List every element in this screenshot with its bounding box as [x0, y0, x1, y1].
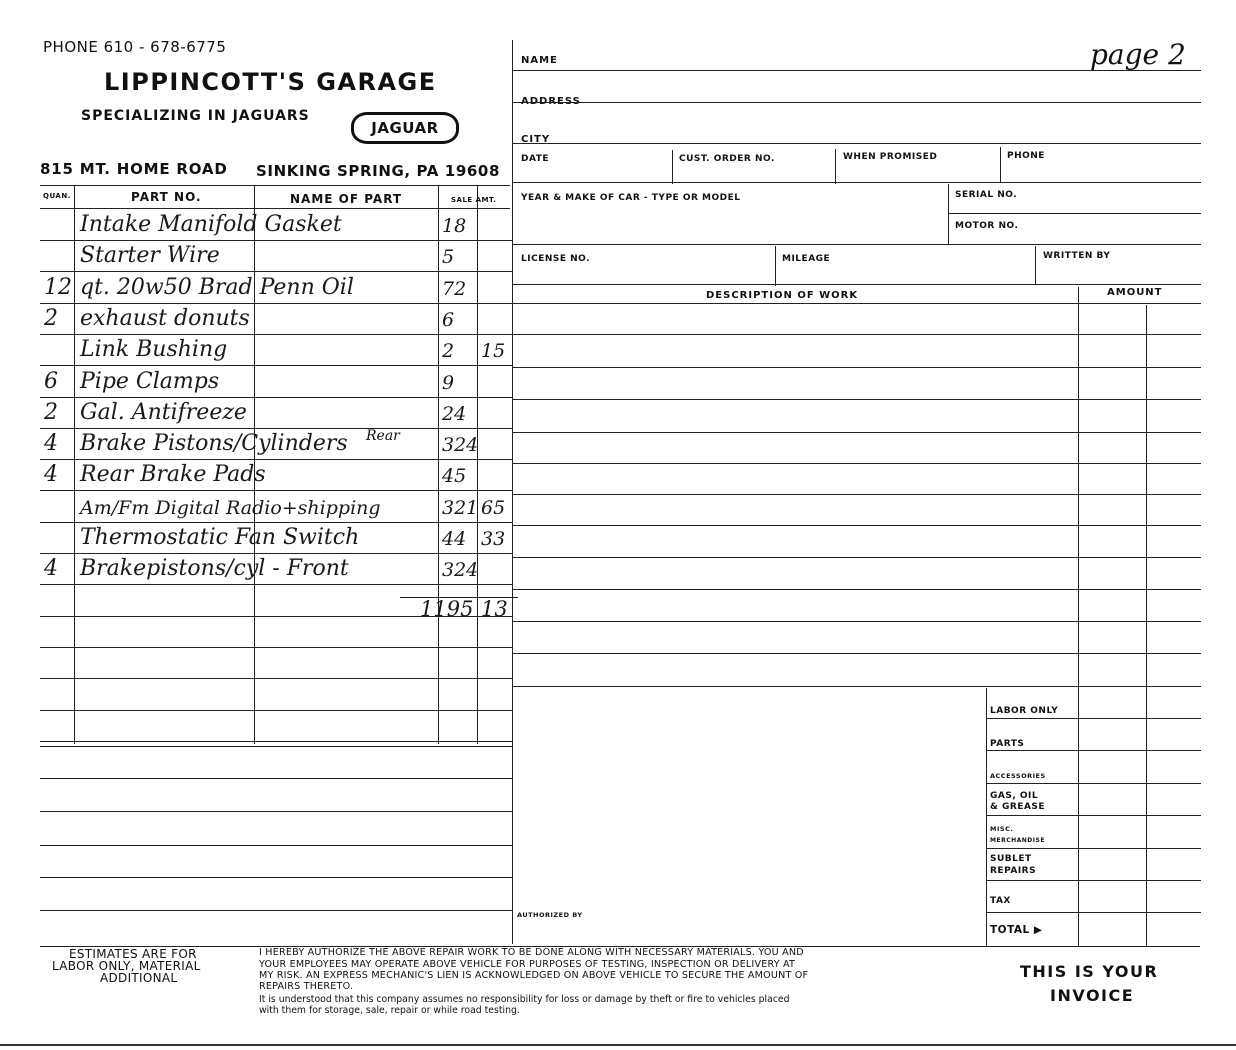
- description-row-line: [986, 912, 1201, 913]
- part-description: Rear Brake Pads: [80, 462, 266, 487]
- label-sublet-2: REPAIRS: [990, 866, 1037, 876]
- jaguar-logo: [351, 112, 459, 144]
- label-license-no: LICENSE NO.: [521, 254, 591, 264]
- label-gas-oil-1: GAS, OIL: [990, 791, 1039, 801]
- parts-col-divider-1: [74, 186, 75, 744]
- label-city: CITY: [521, 134, 551, 145]
- part-amount-cents: 65: [481, 497, 506, 519]
- serial-divider: [948, 184, 949, 244]
- parts-row-line: [40, 334, 512, 335]
- description-row-line: [986, 815, 1201, 816]
- parts-row-line: [40, 678, 512, 679]
- description-row-line: [513, 432, 1201, 433]
- authorize-line-1: I HEREBY AUTHORIZE THE ABOVE REPAIR WORK TO BE DONE ALONG WITH NECESSARY MATERIALS. YOU AND: [259, 947, 804, 958]
- label-labor-only: LABOR ONLY: [990, 706, 1059, 716]
- description-header-line: [513, 303, 1201, 304]
- lower-left-line-3: [40, 811, 512, 812]
- estimates-line-1: ESTIMATES ARE FOR: [69, 947, 197, 961]
- parts-row-line: [40, 397, 512, 398]
- date-row-line: [513, 182, 1201, 183]
- part-amount-dollars: 45: [442, 465, 467, 487]
- description-row-line: [986, 750, 1201, 751]
- part-quantity: 4: [44, 431, 58, 456]
- part-amount-dollars: 9: [442, 372, 455, 394]
- part-description: qt. 20w50 Brad Penn Oil: [80, 275, 354, 300]
- address-line: [513, 102, 1201, 103]
- part-amount-cents: 15: [481, 340, 506, 362]
- date-divider-1: [672, 150, 673, 184]
- invoice-note-line-1: THIS IS YOUR: [1020, 962, 1159, 981]
- license-row-line: [513, 284, 1201, 285]
- part-quantity: 2: [44, 400, 58, 425]
- label-gas-oil-2: & GREASE: [990, 802, 1046, 812]
- description-row-line: [513, 686, 1201, 687]
- description-row-line: [513, 525, 1201, 526]
- part-description: Am/Fm Digital Radio+shipping: [80, 497, 381, 519]
- label-motor-no: MOTOR NO.: [955, 221, 1019, 231]
- label-date: DATE: [521, 154, 550, 164]
- part-description: Thermostatic Fan Switch: [80, 525, 360, 550]
- label-mileage: MILEAGE: [782, 254, 831, 264]
- summary-divider: [986, 688, 987, 946]
- lower-left-line-6: [40, 910, 512, 911]
- parts-row-line: [40, 490, 512, 491]
- label-misc-2: MERCHANDISE: [990, 837, 1045, 844]
- description-row-line: [513, 367, 1201, 368]
- description-row-line: [513, 494, 1201, 495]
- business-city: SINKING SPRING, PA 19608: [256, 162, 500, 180]
- part-amount-dollars: 321: [442, 497, 479, 519]
- bottom-edge-line: [0, 1044, 1236, 1046]
- serial-line: [948, 213, 1201, 214]
- authorize-line-2: YOUR EMPLOYEES MAY OPERATE ABOVE VEHICLE FOR PURPOSES OF TESTING, INSPECTION OR DELIVERY AT: [259, 959, 796, 970]
- part-amount-dollars: 18: [442, 215, 467, 237]
- understood-line-2: with them for storage, sale, repair or while road testing.: [259, 1005, 520, 1016]
- part-quantity: 2: [44, 306, 58, 331]
- description-row-line: [986, 718, 1201, 719]
- parts-row-line: [40, 240, 512, 241]
- label-parts: PARTS: [990, 739, 1025, 749]
- part-amount-dollars: 5: [442, 246, 455, 268]
- part-quantity: 4: [44, 462, 58, 487]
- date-divider-2: [835, 149, 836, 184]
- parts-row-line: [40, 303, 512, 304]
- description-row-line: [986, 783, 1201, 784]
- parts-row-line: [40, 365, 512, 366]
- parts-row-line: [40, 428, 512, 429]
- parts-header-bottom-line: [40, 208, 510, 209]
- parts-row-line: [40, 647, 512, 648]
- estimates-line-3: ADDITIONAL: [100, 971, 178, 985]
- phone-number: PHONE 610 - 678-6775: [43, 38, 227, 56]
- label-name: NAME: [521, 55, 558, 66]
- part-amount-dollars: 6: [442, 309, 455, 331]
- description-row-line: [513, 463, 1201, 464]
- col-header-sale-amt: SALE AMT.: [451, 196, 497, 204]
- parts-total-cents: 13: [481, 597, 508, 621]
- label-total: TOTAL ▶: [990, 924, 1043, 936]
- parts-row-line: [40, 584, 512, 585]
- parts-row-line: [40, 741, 512, 742]
- city-line: [513, 143, 1201, 144]
- business-address: 815 MT. HOME ROAD: [40, 160, 228, 178]
- description-row-line: [513, 334, 1201, 335]
- lower-left-line-2: [40, 778, 512, 779]
- understood-line-1: It is understood that this company assumes no responsibility for loss or damage by theft or fire to vehicles placed: [259, 994, 790, 1005]
- label-amount: AMOUNT: [1107, 287, 1163, 298]
- invoice-note-line-2: INVOICE: [1050, 986, 1135, 1005]
- description-row-line: [986, 880, 1201, 881]
- label-sublet-1: SUBLET: [990, 854, 1032, 864]
- business-name: LIPPINCOTT'S GARAGE: [104, 68, 437, 96]
- car-row-line: [513, 244, 1201, 245]
- label-serial-no: SERIAL NO.: [955, 190, 1018, 200]
- authorize-line-4: REPAIRS THERETO.: [259, 981, 354, 992]
- part-description: Intake Manifold Gasket: [80, 212, 342, 237]
- page-note: page 2: [1090, 38, 1186, 71]
- date-divider-3: [1000, 147, 1001, 182]
- jaguar-logo-text: JAGUAR: [371, 119, 439, 137]
- part-description: Gal. Antifreeze: [80, 400, 247, 425]
- parts-row-line: [40, 459, 512, 460]
- col-header-name-of-part: NAME OF PART: [290, 192, 403, 206]
- label-when-promised: WHEN PROMISED: [843, 152, 938, 162]
- label-misc-1: MISC.: [990, 825, 1014, 833]
- part-description: Brake Pistons/Cylinders: [80, 431, 348, 456]
- part-quantity: 12: [44, 275, 72, 300]
- label-authorized-by: AUTHORIZED BY: [517, 911, 583, 919]
- description-row-line: [513, 653, 1201, 654]
- col-header-part-no: PART NO.: [131, 190, 202, 204]
- lower-left-line-1: [40, 746, 512, 747]
- col-header-quan: QUAN.: [43, 192, 71, 200]
- license-divider-2: [1035, 246, 1036, 284]
- part-description: Starter Wire: [80, 243, 220, 268]
- parts-total-dollars: 1195: [420, 597, 474, 621]
- label-address: ADDRESS: [521, 96, 581, 107]
- license-divider-1: [775, 246, 776, 286]
- part-amount-dollars: 2: [442, 340, 455, 362]
- description-row-line: [513, 557, 1201, 558]
- description-row-line: [986, 848, 1201, 849]
- part-description: Link Bushing: [80, 337, 228, 362]
- label-description-of-work: DESCRIPTION OF WORK: [706, 290, 859, 301]
- estimates-line-2: LABOR ONLY, MATERIAL: [52, 959, 201, 973]
- parts-row-line: [40, 710, 512, 711]
- parts-col-divider-3: [438, 186, 439, 744]
- parts-row-line: [40, 522, 512, 523]
- part-description: exhaust donuts: [80, 306, 250, 331]
- part-amount-dollars: 324: [442, 559, 479, 581]
- part-quantity: 4: [44, 556, 58, 581]
- business-tagline: SPECIALIZING IN JAGUARS: [81, 108, 310, 124]
- part-description: Brakepistons/cyl - Front: [80, 556, 349, 581]
- label-tax: TAX: [990, 896, 1011, 906]
- parts-row-line: [40, 553, 512, 554]
- part-description: Pipe Clamps: [80, 369, 220, 394]
- part-amount-dollars: 324: [442, 434, 479, 456]
- lower-left-line-4: [40, 845, 512, 846]
- description-row-line: [513, 399, 1201, 400]
- label-cust-order-no: CUST. ORDER NO.: [679, 154, 775, 164]
- part-amount-dollars: 72: [442, 278, 467, 300]
- parts-col-divider-4: [477, 186, 478, 744]
- label-phone: PHONE: [1007, 151, 1045, 161]
- description-row-line: [513, 589, 1201, 590]
- part-quantity: 6: [44, 369, 58, 394]
- label-written-by: WRITTEN BY: [1043, 251, 1111, 261]
- description-row-line: [513, 621, 1201, 622]
- authorize-line-3: MY RISK. AN EXPRESS MECHANIC'S LIEN IS ACKNOWLEDGED ON ABOVE VEHICLE TO SECURE THE AMOUNT OF: [259, 970, 809, 981]
- part-amount-dollars: 44: [442, 528, 467, 550]
- rear-note: Rear: [366, 428, 400, 444]
- center-vertical-divider: [512, 40, 513, 944]
- part-amount-cents: 33: [481, 528, 506, 550]
- lower-left-line-5: [40, 877, 512, 878]
- parts-table-top-line: [40, 185, 510, 186]
- amount-divider-cents: [1146, 305, 1147, 947]
- parts-row-line: [40, 271, 512, 272]
- label-accessories: ACCESSORIES: [990, 772, 1046, 780]
- label-year-make: YEAR & MAKE OF CAR - TYPE OR MODEL: [521, 193, 741, 203]
- part-amount-dollars: 24: [442, 403, 467, 425]
